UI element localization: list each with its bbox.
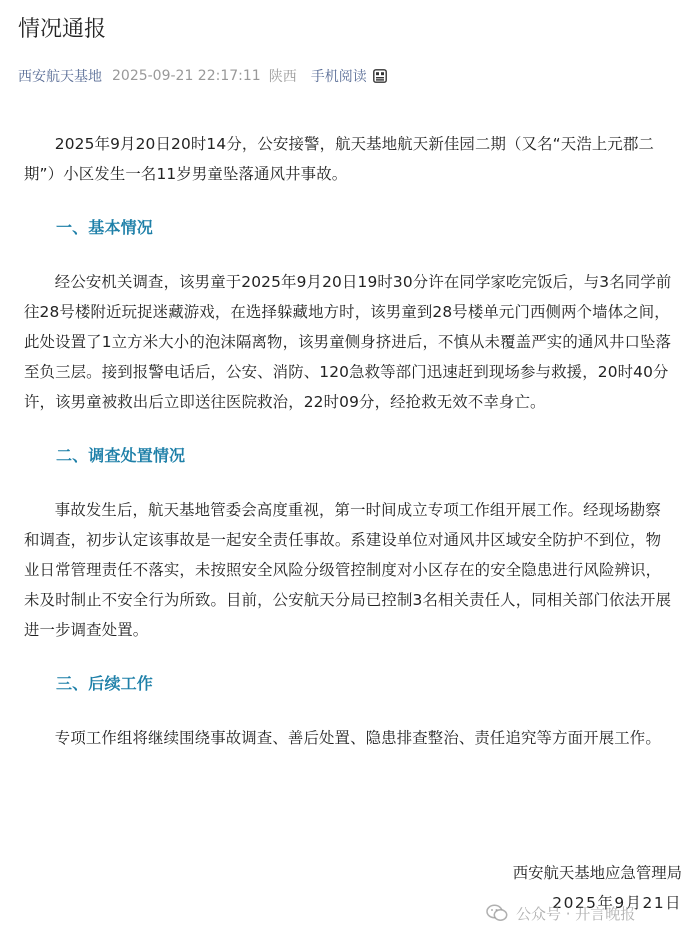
watermark-text: 公众号 · 开言晚报 xyxy=(516,904,636,923)
article-body xyxy=(24,129,672,753)
watermark xyxy=(486,898,635,928)
publish-time: 2025-09-21 22:17:11 xyxy=(112,68,261,84)
section-body-investigation: 事故发生后，航天基地管委会高度重视，第一时间成立专项工作组开展工作。经现场勘察和调查，初步认定该事故是一起安全责任事故。系建设单位对通风井区域安全防护不到位，物业日常管理责任不落实，未按照安全风险分级管控制度对小区存在的安全隐患进行风险辨识，未及时制止不安全行为所致。目前，公安航天分局已控制3名相关责任人，同相关部门依法开展进一步调查处置。 xyxy=(24,501,672,639)
listen-icon[interactable] xyxy=(373,69,387,83)
section-body-basic: 经公安机关调查，该男童于2025年9月20日19时30分许在同学家吃完饭后，与3名同学前往28号楼附近玩捉迷藏游戏，在选择躲藏地方时，该男童到28号楼单元门西侧两个墙体之间，此处设置了1立方米大小的泡沫隔离物，该男童侧身挤进后，不慎从未覆盖严实的通风井口坠落至负三层。接到报警电话后，公安、消防、120急救等部门迅速赶到现场参与救援，20时40分许，该男童被救出后立即送往医院救治，22时09分，经抢救无效不幸身亡。 xyxy=(24,273,672,411)
section-heading-basic: 一、基本情况 xyxy=(56,218,153,237)
region-label: 陕西 xyxy=(268,69,297,85)
wechat-icon xyxy=(486,904,508,922)
section-body-followup: 专项工作组将继续围绕事故调查、善后处置、隐患排查整治、责任追究等方面开展工作。 xyxy=(54,729,661,747)
section-heading-investigation: 二、调查处置情况 xyxy=(56,446,186,465)
section-heading-followup: 三、后续工作 xyxy=(56,674,153,693)
signature-date: 2025年9月21日 xyxy=(552,894,682,912)
article-title: 情况通报 xyxy=(18,17,107,42)
article-meta xyxy=(18,64,387,88)
intro-paragraph: 2025年9月20日20时14分，公安接警，航天基地航天新佳园二期（又名“天浩上元郡二期”）小区发生一名11岁男童坠落通风井事故。 xyxy=(24,135,655,183)
signature-org: 西安航天基地应急管理局 xyxy=(512,864,682,882)
mobile-read-link[interactable]: 手机阅读 xyxy=(310,69,367,85)
account-name-link[interactable]: 西安航天基地 xyxy=(18,69,102,85)
